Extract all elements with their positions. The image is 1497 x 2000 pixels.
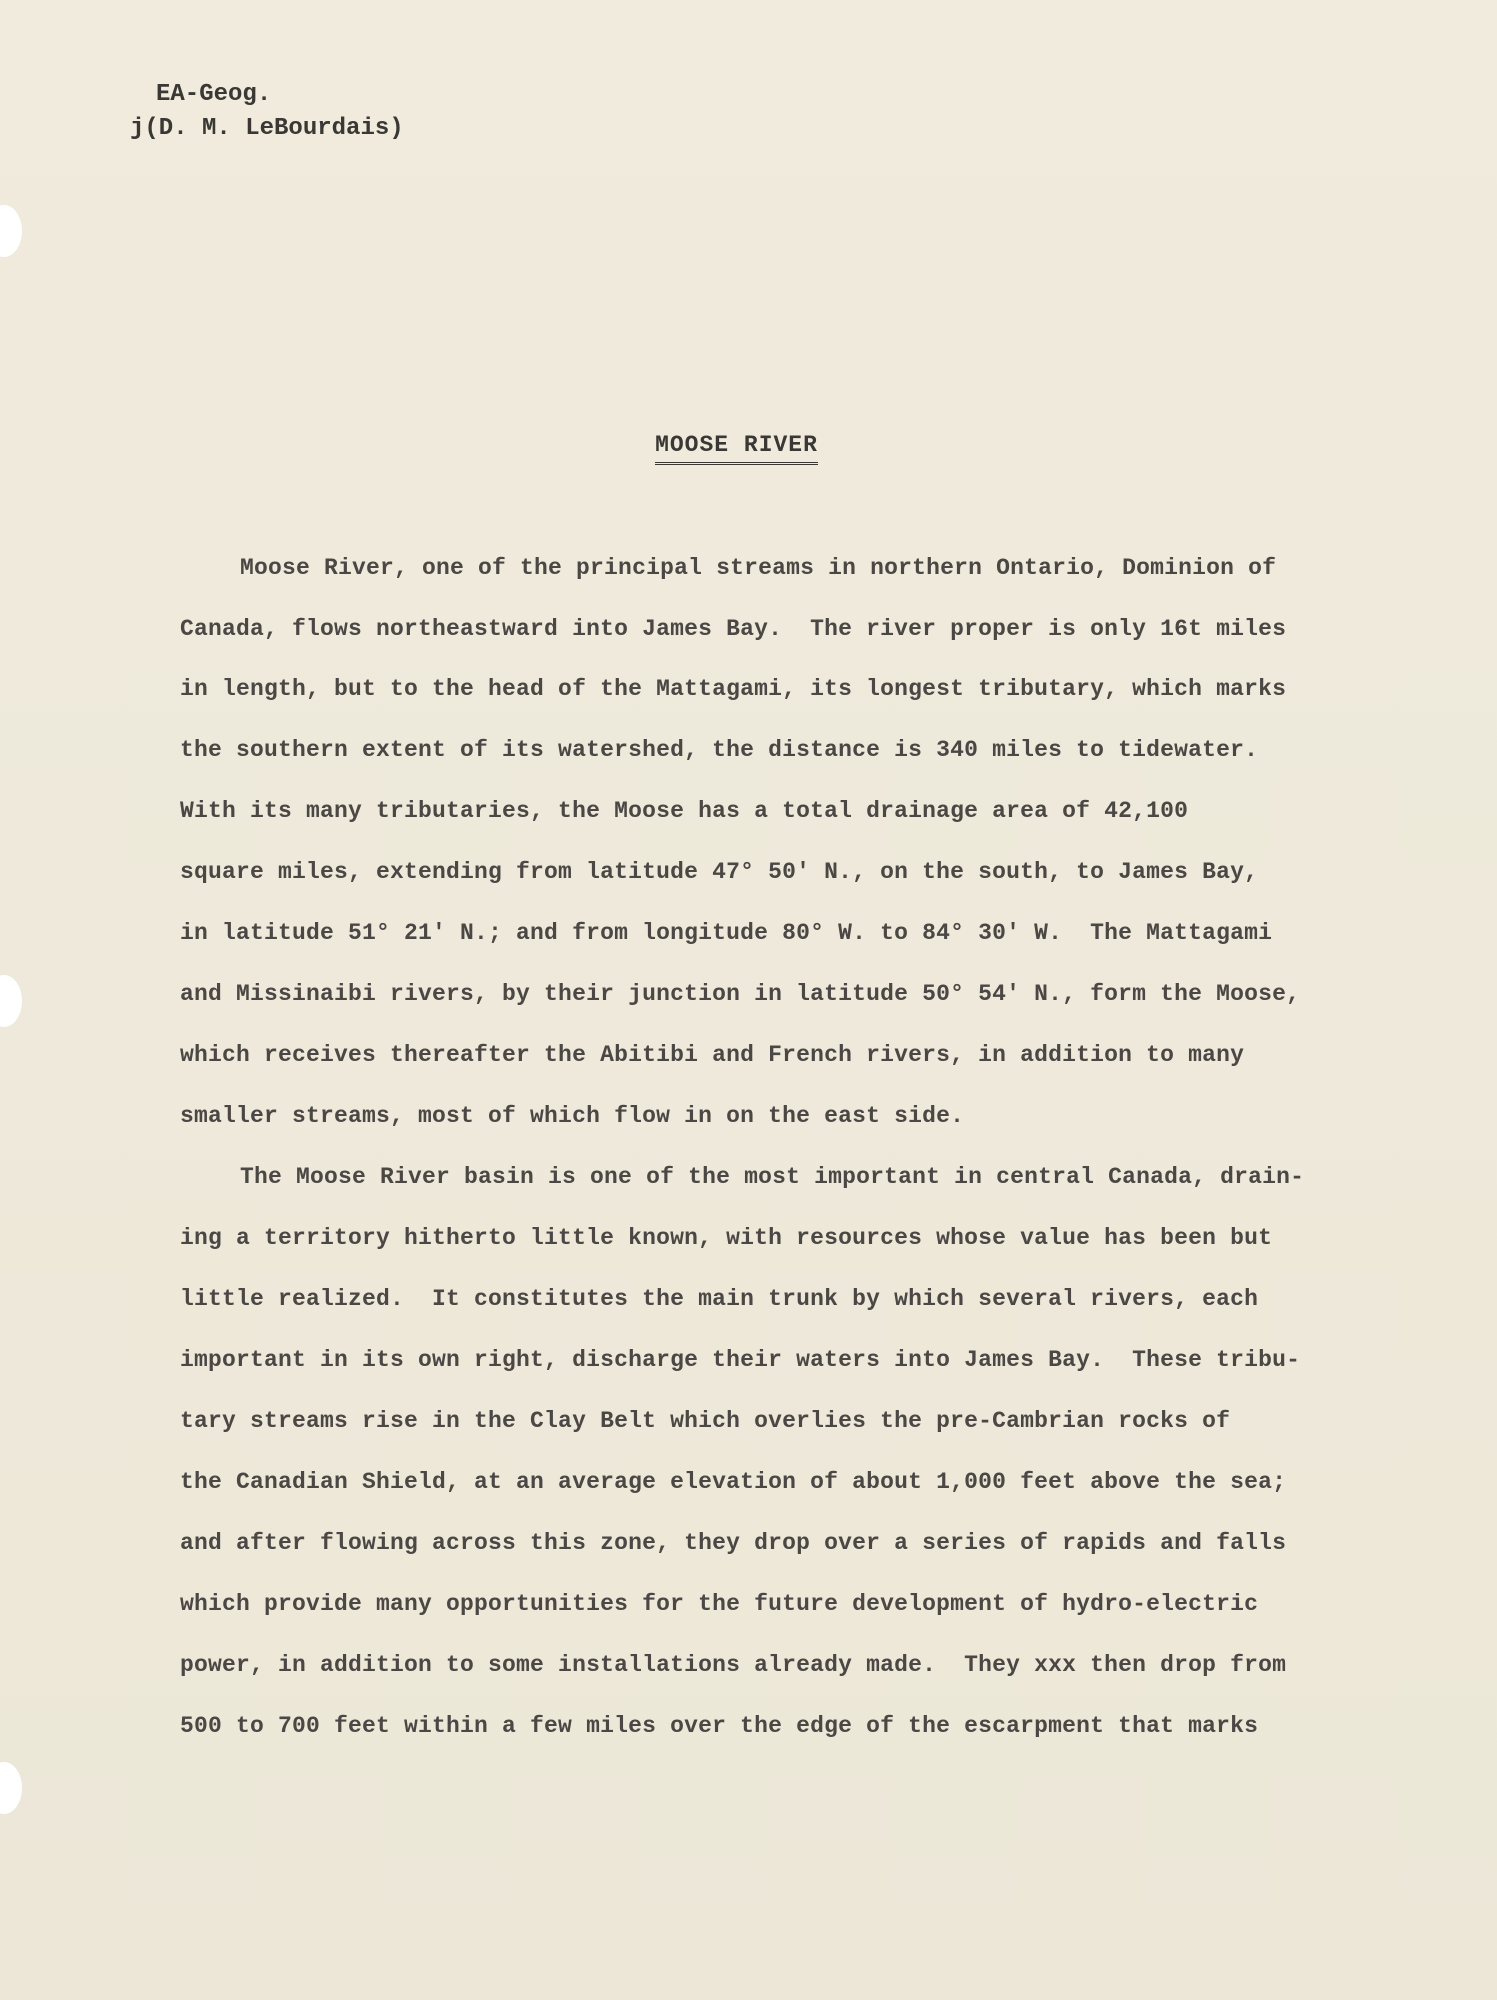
body-line: which provide many opportunities for the future development of hydro-electric — [180, 1591, 1259, 1617]
punch-hole-top — [0, 205, 22, 257]
body-line: in latitude 51° 21' N.; and from longitude 80° W. to 84° 30' W. The Mattagami — [180, 920, 1273, 946]
body-line: the southern extent of its watershed, the distance is 340 miles to tidewater. — [180, 737, 1259, 763]
body-line: tary streams rise in the Clay Belt which overlies the pre-Cambrian rocks of — [180, 1408, 1231, 1434]
punch-hole-bottom — [0, 1762, 22, 1814]
body-line: and after flowing across this zone, they drop over a series of rapids and falls — [180, 1530, 1287, 1556]
body-line: The Moose River basin is one of the most important in central Canada, drain- — [240, 1164, 1305, 1190]
body-line: Moose River, one of the principal streams in northern Ontario, Dominion of — [240, 555, 1277, 581]
page-title-text: MOOSE RIVER — [655, 432, 818, 465]
page-title — [0, 432, 1497, 465]
punch-hole-middle — [0, 975, 22, 1027]
body-line: With its many tributaries, the Moose has a total drainage area of 42,100 — [180, 798, 1189, 824]
body-line: power, in addition to some installations already made. They xxx then drop from — [180, 1652, 1287, 1678]
body-line: ing a territory hitherto little known, with resources whose value has been but — [180, 1225, 1273, 1251]
body-line: 500 to 700 feet within a few miles over the edge of the escarpment that marks — [180, 1713, 1259, 1739]
classification-header — [130, 78, 404, 146]
body-line: square miles, extending from latitude 47° 50' N., on the south, to James Bay, — [180, 859, 1259, 885]
classification-code: EA-Geog. — [156, 81, 272, 108]
body-line: the Canadian Shield, at an average elevation of about 1,000 feet above the sea; — [180, 1469, 1287, 1495]
body-line: which receives thereafter the Abitibi and French rivers, in addition to many — [180, 1042, 1245, 1068]
author-credit: j(D. M. LeBourdais) — [130, 115, 404, 142]
body-line: and Missinaibi rivers, by their junction in latitude 50° 54' N., form the Moose, — [180, 981, 1301, 1007]
body-line: in length, but to the head of the Mattagami, its longest tributary, which marks — [180, 676, 1287, 702]
body-line: Canada, flows northeastward into James Bay. The river proper is only 16t miles — [180, 616, 1287, 642]
body-line: important in its own right, discharge their waters into James Bay. These tribu- — [180, 1347, 1301, 1373]
body-line: smaller streams, most of which flow in on the east side. — [180, 1103, 965, 1129]
body-line: little realized. It constitutes the main trunk by which several rivers, each — [180, 1286, 1259, 1312]
